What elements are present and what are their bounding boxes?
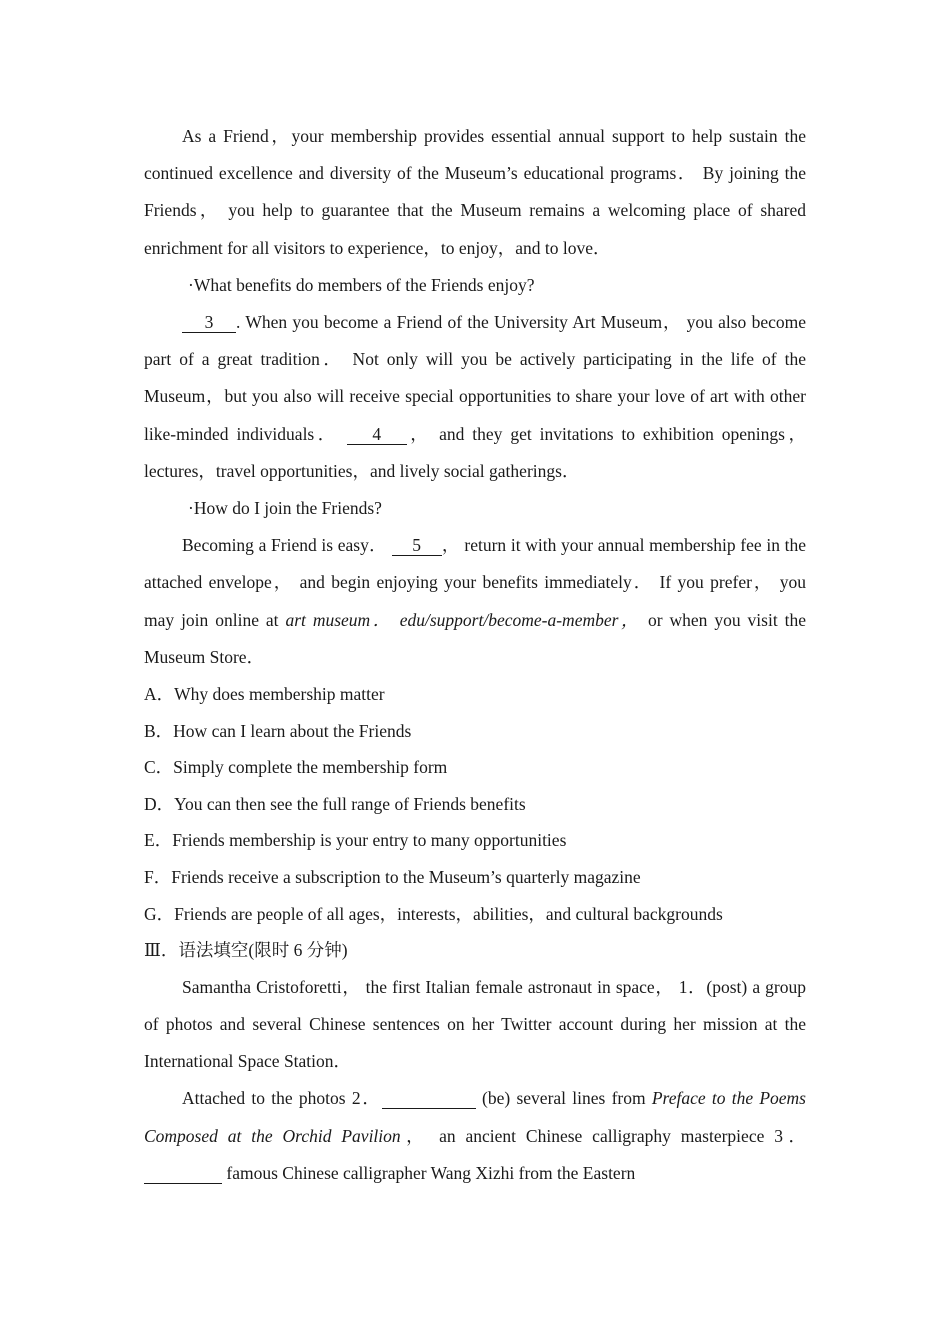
answer-blank-4[interactable]: 4 (347, 424, 407, 445)
work-title: Preface to the Poems Composed at the Orchid Pavilion (144, 1088, 806, 1146)
option-d: D．You can then see the full range of Friends benefits (144, 793, 526, 814)
paragraph-text: ， and they get invitations to exhibition openings，lectures，travel opportunities，and lively social gatherings． (144, 423, 806, 481)
option-f: F．Friends receive a subscription to the Museum’s quarterly magazine (144, 867, 641, 888)
option-c: C．Simply complete the membership form (144, 757, 448, 778)
paragraph-friend-support (144, 118, 806, 267)
membership-url: art museum． edu/support/become-a-member， (285, 609, 642, 630)
paragraph-text: (be) several lines from (475, 1088, 652, 1109)
paragraph-text: ， an ancient Chinese calligraphy masterpiece 3． (400, 1125, 807, 1146)
paragraph-text: Samantha Cristoforetti， the first Italian female astronaut in space， 1．(post) a group of photos and several Chinese sentences on her Twitter account during her mission at the International Space Station． (144, 976, 806, 1072)
paragraph-text: Attached to the photos 2． (182, 1088, 382, 1109)
question-join: ·How do I join the Friends? (188, 498, 382, 519)
paragraph-text: As a Friend，your membership provides essential annual support to help sustain the continued excellence and diversity of the Museum’s educational programs． By joining the Friends， you help to guarantee that the Museum remains a welcoming place of shared enrichment for all visitors to experience，to enjoy，and to love． (144, 126, 806, 258)
fill-blank-3[interactable] (144, 1163, 222, 1184)
paragraph-text: . When you become a Friend of the University Art Museum， you also become part of a great tradition． Not only will you be actively participating in the life of the Museum，but you also will receive special opportunities to share your love of art with other like-minded individuals． (144, 312, 806, 444)
paragraph-grammar-1 (144, 969, 806, 1081)
options-list (144, 676, 806, 932)
option-g: G．Friends are people of all ages，interests，abilities，and cultural backgrounds (144, 903, 723, 924)
paragraph-benefits (144, 304, 806, 490)
option-a: A．Why does membership matter (144, 684, 385, 705)
question-benefits: ·What benefits do members of the Friends enjoy? (188, 274, 535, 295)
section-heading-grammar: Ⅲ．语法填空(限时 6 分钟) (144, 940, 348, 961)
paragraph-text: or when you visit the Museum Store． (144, 609, 806, 667)
paragraph-text: Becoming a Friend is easy． (182, 535, 392, 556)
paragraph-text: famous Chinese calligrapher Wang Xizhi from the Eastern (222, 1162, 636, 1183)
answer-blank-3[interactable]: 3 (182, 312, 236, 333)
answer-blank-5[interactable]: 5 (392, 535, 442, 556)
option-e: E．Friends membership is your entry to many opportunities (144, 830, 567, 851)
fill-blank-2[interactable] (382, 1088, 476, 1109)
paragraph-grammar-2 (144, 1080, 806, 1192)
paragraph-join (144, 527, 806, 676)
document-body (144, 118, 806, 1192)
option-b: B．How can I learn about the Friends (144, 720, 412, 741)
paragraph-text: ， return it with your annual membership fee in the attached envelope， and begin enjoying your benefits immediately． If you prefer， you may join online at (144, 535, 806, 630)
